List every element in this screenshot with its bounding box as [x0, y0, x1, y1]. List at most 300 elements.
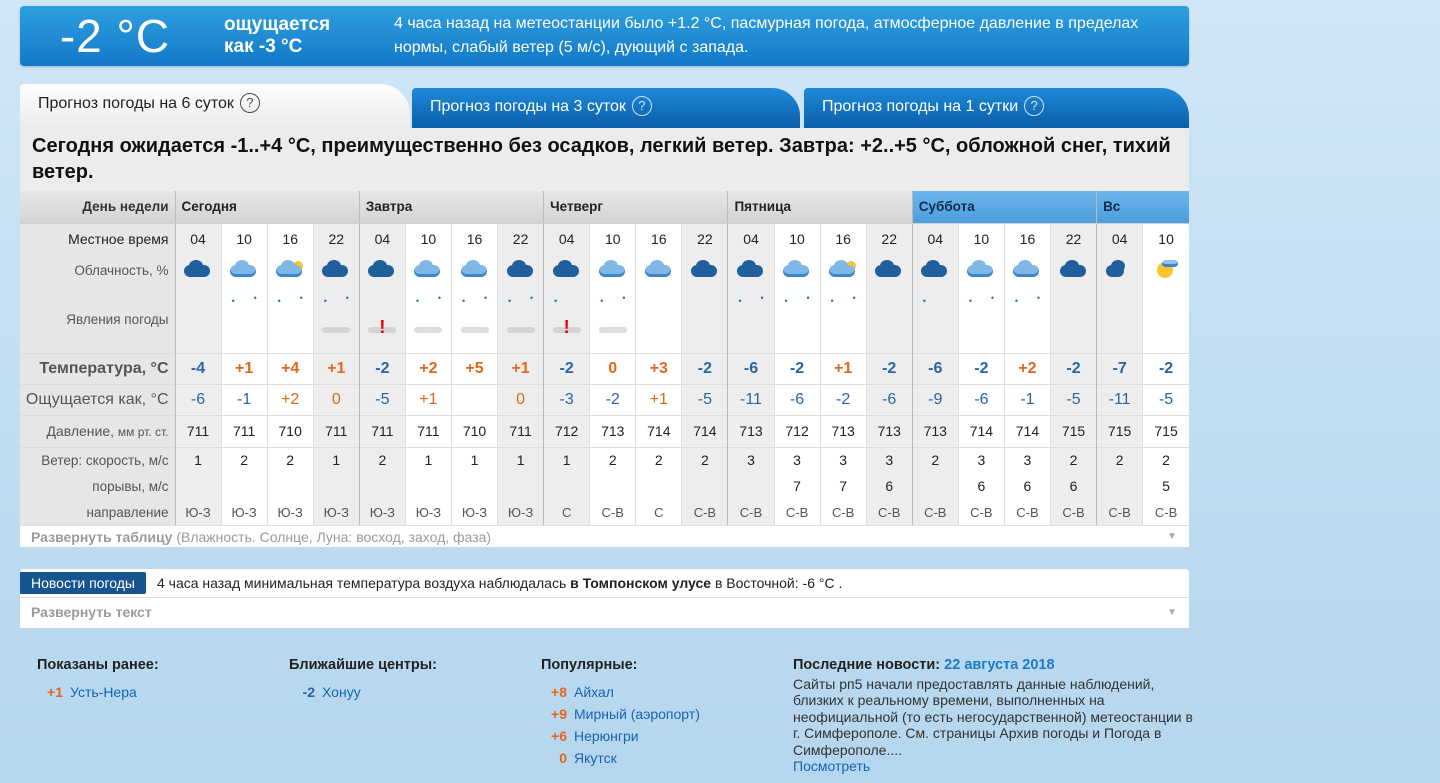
temperature-cell: -2 [866, 353, 912, 384]
forecast-panel [20, 128, 1189, 547]
wind-speed-cell: 3 [866, 447, 912, 473]
phenomena-cell [728, 287, 774, 353]
wind-direction-cell: Ю-З [359, 499, 405, 525]
row-label: Ощущается как, °C [20, 384, 175, 415]
wind-direction-cell: Ю-З [451, 499, 497, 525]
pressure-cell: 710 [451, 415, 497, 447]
pressure-cell: 713 [820, 415, 866, 447]
expand-table-label: Развернуть таблицу [31, 529, 173, 545]
warning-icon: ! [563, 317, 570, 337]
chevron-down-icon: ▼ [1167, 531, 1177, 542]
feels-like-cell: -5 [1050, 384, 1096, 415]
snowflake-icon: • [600, 296, 604, 306]
snowflake-icon: • [922, 296, 926, 306]
wind-direction-cell: Ю-З [221, 499, 267, 525]
phenomena-cell [866, 287, 912, 353]
snowflake-icon: • [806, 293, 810, 303]
temperature-cell: +4 [267, 353, 313, 384]
cloud-snow-icon [366, 256, 398, 282]
feels-like-cell: 0 [313, 384, 359, 415]
help-icon[interactable]: ? [632, 96, 652, 116]
snowflake-icon: • [508, 296, 512, 306]
feels-like-cell: +1 [636, 384, 682, 415]
wind-gust-cell [544, 473, 590, 499]
cloud-snow-icon [873, 256, 905, 282]
row-label: Местное время [20, 223, 175, 254]
cloud-snow-icon [735, 256, 767, 282]
cloud-cell [313, 254, 359, 287]
temperature-row [20, 353, 1189, 384]
sun-cloud-snow-icon [827, 256, 859, 282]
temperature-cell: 0 [590, 353, 636, 384]
wind-speed-cell: 1 [405, 447, 451, 473]
wind-gust-cell: 5 [1143, 473, 1189, 499]
city-temp: -2 [302, 684, 315, 700]
phenomena-cell [1143, 287, 1189, 353]
wind-direction-cell: С-В [1097, 499, 1143, 525]
cloud-snow-icon [781, 256, 813, 282]
pressure-cell: 713 [590, 415, 636, 447]
wind-gust-row [20, 473, 1189, 499]
cloud-cell [820, 254, 866, 287]
city-link[interactable]: Мирный (аэропорт) [574, 706, 700, 722]
pressure-cell: 714 [1004, 415, 1050, 447]
wind-direction-cell: Ю-З [267, 499, 313, 525]
city-link[interactable]: Хонуу [322, 684, 361, 700]
wind-speed-cell: 2 [590, 447, 636, 473]
cloud-cell [359, 254, 405, 287]
expand-text-label: Развернуть текст [31, 604, 152, 620]
temperature-cell: -2 [774, 353, 820, 384]
wind-speed-cell: 2 [267, 447, 313, 473]
day-header: Вс [1097, 191, 1189, 223]
cloud-snow-icon [459, 256, 491, 282]
expand-text-button[interactable] [20, 597, 1189, 628]
pressure-cell: 711 [359, 415, 405, 447]
wind-direction-cell: С-В [590, 499, 636, 525]
snowflake-icon: • [483, 293, 488, 303]
wind-speed-cell: 2 [359, 447, 405, 473]
pressure-cell: 711 [175, 415, 221, 447]
cloud-cell [221, 254, 267, 287]
snowflake-icon: • [1014, 296, 1019, 306]
news-row [20, 569, 1189, 597]
cloud-snow-icon [1058, 256, 1090, 282]
phenomena-cell [774, 287, 820, 353]
time-cell: 04 [359, 223, 405, 254]
feels-like-cell: -1 [221, 384, 267, 415]
feels-like-cell: -1 [1004, 384, 1050, 415]
pressure-row [20, 415, 1189, 447]
wind-direction-cell: С-В [682, 499, 728, 525]
snowflake-icon: • [968, 296, 972, 306]
latest-news-title [793, 657, 1203, 674]
tab-label: Прогноз погоды на 1 сутки [822, 98, 1019, 115]
fog-icon [599, 327, 627, 333]
wind-speed-cell: 2 [221, 447, 267, 473]
phenomena-cell [912, 287, 958, 353]
pressure-label: Давление, [46, 423, 115, 439]
wind-gust-cell: 6 [958, 473, 1004, 499]
temperature-cell: +3 [636, 353, 682, 384]
wind-direction-cell: Ю-З [498, 499, 544, 525]
time-cell: 10 [958, 223, 1004, 254]
pressure-cell: 711 [313, 415, 359, 447]
wind-direction-cell: С-В [1004, 499, 1050, 525]
snowflake-icon: • [622, 293, 626, 303]
city-item [541, 703, 700, 725]
current-description: 4 часа назад на метеостанции было +1.2 °C, пасмурная погода, атмосферное давление в пределах нормы, слабый ветер (5 м/с), дующий с запада. [394, 15, 1139, 56]
snowflake-icon: • [415, 296, 420, 306]
forecast-summary: Сегодня ожидается -1..+4 °C, преимущественно без осадков, легкий ветер. Завтра: +2..+5 °C, обложной снег, тихий ветер. [20, 128, 1189, 191]
wind-speed-cell: 2 [912, 447, 958, 473]
pressure-cell: 712 [544, 415, 590, 447]
cloud-row [20, 254, 1189, 287]
tab-1-day[interactable] [804, 88, 1189, 128]
wind-gust-cell [313, 473, 359, 499]
news-text-part: в Восточной: -6 °C . [714, 575, 843, 591]
time-cell: 16 [636, 223, 682, 254]
city-link[interactable]: Якутск [574, 750, 617, 766]
cloud-snow-icon [1011, 256, 1043, 282]
row-label: День недели [20, 191, 175, 223]
wind-speed-cell: 3 [774, 447, 820, 473]
row-label: Температура, °C [20, 353, 175, 384]
chevron-down-icon: ▼ [1167, 607, 1177, 618]
snowflake-icon: • [852, 293, 856, 303]
temperature-cell: -2 [1143, 353, 1189, 384]
wind-speed-cell: 1 [544, 447, 590, 473]
tab-label: Прогноз погоды на 6 суток [38, 95, 234, 112]
nearest-centers [289, 657, 437, 703]
city-item [541, 725, 700, 747]
city-item [541, 747, 700, 769]
temperature-cell: -2 [682, 353, 728, 384]
temperature-cell: -6 [912, 353, 958, 384]
city-item [541, 681, 700, 703]
snowflake-icon: • [345, 293, 349, 303]
phenomena-cell [451, 287, 497, 353]
phenomena-cell [590, 287, 636, 353]
wind-speed-cell: 3 [820, 447, 866, 473]
wind-direction-row [20, 499, 1189, 525]
phenomena-cell [958, 287, 1004, 353]
news-text-bold: в Томпонском улусе [570, 575, 712, 591]
moon-cloud-icon [1104, 256, 1136, 282]
snowflake-icon: • [554, 296, 558, 306]
row-label: Явления погоды [20, 287, 175, 353]
wind-gust-cell: 7 [820, 473, 866, 499]
wind-speed-cell: 2 [1143, 447, 1189, 473]
pressure-unit: мм рт. ст. [117, 425, 169, 439]
phenomena-cell [405, 287, 451, 353]
snowflake-icon: • [530, 293, 534, 303]
snowflake-icon: • [830, 296, 834, 306]
pressure-cell: 714 [958, 415, 1004, 447]
warning-icon: ! [379, 317, 386, 337]
tab-3-days[interactable] [412, 88, 800, 128]
wind-direction-cell: С [544, 499, 590, 525]
phenomena-cell [1050, 287, 1096, 353]
wind-direction-cell: С [636, 499, 682, 525]
snowflake-icon: • [253, 293, 257, 303]
pressure-cell: 715 [1097, 415, 1143, 447]
wind-gust-cell: 6 [1004, 473, 1050, 499]
feels-like-cell: -11 [728, 384, 774, 415]
cloud-snow-icon [182, 256, 214, 282]
wind-speed-cell: 1 [451, 447, 497, 473]
wind-gust-cell: 6 [1050, 473, 1096, 499]
sun-cloud-snow-icon [274, 256, 306, 282]
time-cell: 04 [1097, 223, 1143, 254]
feels-like-cell [451, 384, 497, 415]
feels-like-row [20, 384, 1189, 415]
wind-speed-cell: 1 [313, 447, 359, 473]
news-text [157, 575, 842, 591]
phenomena-cell [313, 287, 359, 353]
cloud-cell [498, 254, 544, 287]
latest-news-label: Последние новости: [793, 657, 941, 673]
feels-like-cell: -2 [590, 384, 636, 415]
feels-like-cell: -11 [1097, 384, 1143, 415]
temperature-cell: -2 [958, 353, 1004, 384]
day-header: Завтра [359, 191, 543, 223]
section-title: Популярные: [541, 657, 638, 673]
pressure-cell: 715 [1050, 415, 1096, 447]
forecast-table [20, 191, 1189, 525]
wind-gust-cell [221, 473, 267, 499]
snowflake-icon: • [299, 293, 303, 303]
temperature-cell: -2 [1050, 353, 1096, 384]
time-cell: 10 [590, 223, 636, 254]
wind-speed-cell: 2 [682, 447, 728, 473]
snowflake-icon: • [990, 293, 994, 303]
wind-gust-cell [912, 473, 958, 499]
phenomena-cell [1097, 287, 1143, 353]
feels-like-cell: -5 [1143, 384, 1189, 415]
feels-like-cell: -6 [958, 384, 1004, 415]
city-temp: +9 [551, 706, 567, 722]
feels-like-cell: -6 [774, 384, 820, 415]
city-link[interactable]: Айхал [574, 684, 614, 700]
phenomena-cell [1004, 287, 1050, 353]
city-temp: +6 [551, 728, 567, 744]
cloud-cell [682, 254, 728, 287]
city-temp: +1 [47, 684, 63, 700]
wind-speed-cell: 3 [1004, 447, 1050, 473]
latest-news-date: 22 августа 2018 [944, 657, 1055, 673]
temperature-cell: +1 [221, 353, 267, 384]
section-title: Показаны ранее: [37, 657, 159, 673]
time-cell: 04 [728, 223, 774, 254]
latest-news [793, 657, 1203, 775]
city-item [289, 681, 437, 703]
time-cell: 22 [498, 223, 544, 254]
feels-like-cell: -2 [820, 384, 866, 415]
fog-icon [414, 327, 442, 333]
snowflake-icon: • [323, 296, 327, 306]
wind-speed-row [20, 447, 1189, 473]
cloud-snow-icon [228, 256, 260, 282]
city-link[interactable]: Усть-Нера [70, 684, 137, 700]
wind-direction-cell: С-В [1050, 499, 1096, 525]
help-icon[interactable]: ? [1024, 96, 1044, 116]
snowflake-icon: • [231, 296, 235, 306]
city-temp: +8 [551, 684, 567, 700]
row-label [20, 415, 175, 447]
day-header: Пятница [728, 191, 912, 223]
phenomena-cell [544, 287, 590, 353]
city-item [37, 681, 159, 703]
day-header: Сегодня [175, 191, 359, 223]
cloud-cell [267, 254, 313, 287]
row-label: порывы, м/с [20, 473, 175, 499]
wind-gust-cell [451, 473, 497, 499]
fog-icon [507, 327, 535, 333]
cloud-snow-icon [597, 256, 629, 282]
latest-news-text: Сайты рп5 начали предоставлять данные наблюдений, близких к реальному времени, выполненных на неофициальной (то есть негосударственной) метеостанции в г. Симферополе. См. страницы Архив погоды и Погода в Симферополе.... [793, 675, 1193, 758]
row-label: Облачность, % [20, 254, 175, 287]
cloud-cell [405, 254, 451, 287]
cloud-snow-icon [643, 256, 675, 282]
wind-speed-cell: 2 [1097, 447, 1143, 473]
pressure-cell: 711 [221, 415, 267, 447]
wind-direction-cell: Ю-З [313, 499, 359, 525]
feels-like [210, 14, 380, 58]
forecast-tabs [20, 84, 1189, 128]
wind-gust-cell [267, 473, 313, 499]
wind-direction-cell: С-В [912, 499, 958, 525]
wind-speed-cell: 1 [175, 447, 221, 473]
cloud-cell [1004, 254, 1050, 287]
tab-6-days[interactable] [20, 84, 410, 128]
time-cell: 16 [267, 223, 313, 254]
temperature-cell: +1 [498, 353, 544, 384]
pressure-cell: 710 [267, 415, 313, 447]
feels-like-cell: +2 [267, 384, 313, 415]
cloud-cell [636, 254, 682, 287]
feels-like-cell: 0 [498, 384, 544, 415]
expand-table-extra: (Влажность. Солнце, Луна: восход, заход, фаза) [176, 529, 492, 545]
time-cell: 10 [774, 223, 820, 254]
cloud-cell [728, 254, 774, 287]
wind-speed-cell: 1 [498, 447, 544, 473]
wind-gust-cell [728, 473, 774, 499]
temperature-cell: +2 [1004, 353, 1050, 384]
pressure-cell: 714 [636, 415, 682, 447]
feels-like-cell: +1 [405, 384, 451, 415]
cloud-cell [1097, 254, 1143, 287]
temperature-cell: -6 [728, 353, 774, 384]
cloud-cell [774, 254, 820, 287]
temperature-cell: +2 [405, 353, 451, 384]
feels-like-cell: -3 [544, 384, 590, 415]
city-link[interactable]: Нерюнгри [574, 728, 639, 744]
time-cell: 22 [682, 223, 728, 254]
news-text-part: 4 часа назад минимальная температура воздуха наблюдалась [156, 575, 567, 591]
cloud-snow-icon [919, 256, 951, 282]
day-header: Четверг [544, 191, 728, 223]
latest-news-link[interactable]: Посмотреть [793, 758, 871, 774]
wind-gust-cell [175, 473, 221, 499]
wind-direction-cell: Ю-З [405, 499, 451, 525]
temperature-cell: -2 [359, 353, 405, 384]
feels-like-cell: -6 [866, 384, 912, 415]
temperature-cell: -7 [1097, 353, 1143, 384]
tab-label: Прогноз погоды на 3 суток [430, 98, 626, 115]
pressure-cell: 711 [405, 415, 451, 447]
pressure-cell: 711 [498, 415, 544, 447]
feels-like-value: как -3 °C [224, 36, 303, 57]
shown-before [37, 657, 159, 703]
wind-gust-cell [498, 473, 544, 499]
current-temperature: -2 °C [59, 10, 171, 62]
time-cell: 04 [544, 223, 590, 254]
cloud-cell [590, 254, 636, 287]
wind-speed-cell: 2 [636, 447, 682, 473]
temperature-cell: -2 [544, 353, 590, 384]
help-icon[interactable]: ? [240, 93, 260, 113]
wind-speed-cell: 3 [728, 447, 774, 473]
wind-direction-cell: С-В [820, 499, 866, 525]
time-cell: 22 [313, 223, 359, 254]
cloud-snow-icon [412, 256, 444, 282]
wind-direction-cell: С-В [958, 499, 1004, 525]
expand-table-button[interactable] [20, 525, 1189, 547]
feels-like-cell: -9 [912, 384, 958, 415]
phenomena-cell [636, 287, 682, 353]
phenomena-cell [820, 287, 866, 353]
feels-like-cell: -6 [175, 384, 221, 415]
wind-gust-cell: 7 [774, 473, 820, 499]
section-title: Ближайшие центры: [289, 657, 437, 673]
city-temp: 0 [559, 750, 567, 766]
time-cell: 10 [405, 223, 451, 254]
wind-gust-cell [590, 473, 636, 499]
cloud-cell [958, 254, 1004, 287]
day-header: Суббота [912, 191, 1096, 223]
cloud-cell [175, 254, 221, 287]
cloud-snow-icon [505, 256, 537, 282]
time-row [20, 223, 1189, 254]
feels-like-label: ощущается [224, 14, 331, 35]
news-badge: Новости погоды [20, 572, 146, 594]
cloud-snow-icon [965, 256, 997, 282]
snowflake-icon: • [784, 296, 788, 306]
cloud-snow-icon [551, 256, 583, 282]
fog-icon [322, 327, 350, 333]
wind-direction-cell: С-В [866, 499, 912, 525]
time-cell: 04 [175, 223, 221, 254]
phenomena-cell [682, 287, 728, 353]
pressure-cell: 713 [866, 415, 912, 447]
time-cell: 16 [820, 223, 866, 254]
time-cell: 10 [221, 223, 267, 254]
row-label: Ветер: скорость, м/с [20, 447, 175, 473]
wind-speed-cell: 2 [1050, 447, 1096, 473]
pressure-cell: 712 [774, 415, 820, 447]
phenomena-cell [221, 287, 267, 353]
popular [541, 657, 700, 769]
wind-direction-cell: Ю-З [175, 499, 221, 525]
cloud-cell [451, 254, 497, 287]
snowflake-icon: • [461, 296, 466, 306]
cloud-cell [544, 254, 590, 287]
snowflake-icon: • [738, 296, 742, 306]
cloud-cell [1143, 254, 1189, 287]
wind-gust-cell: 6 [866, 473, 912, 499]
wind-gust-cell [682, 473, 728, 499]
